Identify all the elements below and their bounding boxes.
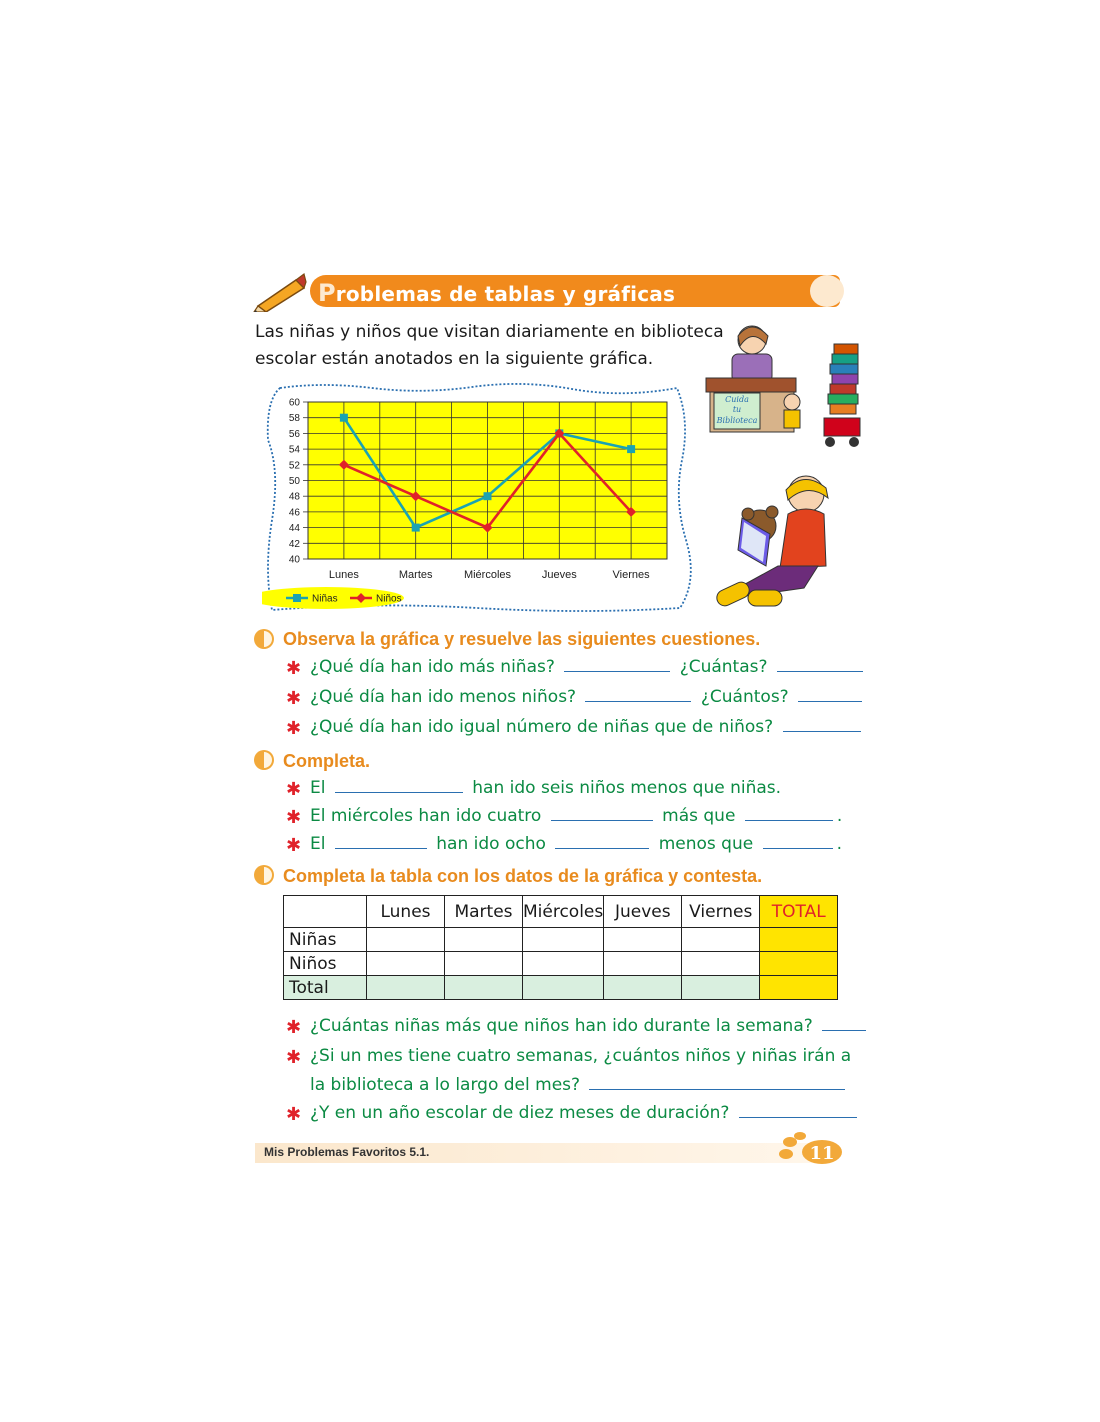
table-cell[interactable] [604,928,682,952]
answer-blank[interactable] [585,700,691,702]
question-text: ¿Qué día han ido igual número de niñas que de niños? [310,717,774,737]
star-icon: ✱ [286,718,302,739]
answer-blank[interactable] [822,1029,866,1031]
table-cell[interactable] [367,976,445,1000]
table-cell[interactable] [445,928,523,952]
table-cell[interactable] [604,976,682,1000]
x-tick-label: Martes [398,569,433,581]
question-text: El [310,778,326,798]
table-cell[interactable] [682,976,760,1000]
data-point [484,492,492,500]
x-tick-label: Lunes [328,569,359,581]
answer-blank[interactable] [551,819,653,821]
question-1-3 [310,717,865,737]
table-row [284,928,838,952]
row-label: Niñas [284,928,367,952]
star-icon: ✱ [286,658,302,679]
row-label: Total [284,976,367,1000]
answer-blank[interactable] [777,670,863,672]
y-tick-label: 44 [288,523,300,535]
answer-blank[interactable] [798,700,862,702]
answer-blank[interactable] [745,819,833,821]
star-icon: ✱ [286,1104,302,1125]
answer-blank[interactable] [589,1088,845,1090]
data-point [412,524,420,532]
intro-line-1: Las niñas y niños que visitan diariamente en biblioteca [255,322,724,342]
section-1-heading: Observa la gráfica y resuelve las siguientes cuestiones. [283,629,761,649]
girl-reading-illustration [708,470,848,620]
table-header-total: TOTAL [760,896,838,928]
completa-line-1 [310,778,781,798]
table-cell[interactable] [445,952,523,976]
footer-text: Mis Problemas Favoritos 5.1. [264,1145,430,1159]
y-tick-label: 50 [288,476,300,487]
question-text: han ido ocho [436,834,546,854]
question-text: ¿Qué día han ido más niñas? [310,657,555,677]
sign-text-3: Biblioteca [716,416,758,425]
data-table [283,895,838,1000]
line-chart [262,380,692,615]
table-header-row [284,896,838,928]
table-header-cell: Martes [445,896,523,928]
answer-blank[interactable] [783,730,861,732]
star-icon: ✱ [286,779,302,800]
table-header-cell: Lunes [367,896,445,928]
table-cell[interactable] [367,928,445,952]
y-tick-label: 54 [288,444,300,456]
sign-text-1: Cuida [725,395,749,404]
table-header-cell: Jueves [604,896,682,928]
question-text: menos que [658,834,754,854]
data-point [340,414,348,422]
page-title: Problemas de tablas y gráficas [318,279,676,307]
question-3-1 [310,1016,870,1036]
question-3-3 [310,1103,861,1123]
sign-text-2: tu [732,405,742,414]
table-cell[interactable] [523,952,604,976]
table-cell[interactable] [682,952,760,976]
question-1-2 [310,687,866,707]
section-3-bullet-icon [254,865,274,885]
section-1-bullet-icon [254,629,274,649]
paw-print-icon [776,1132,846,1166]
table-row [284,952,838,976]
y-tick-label: 52 [288,460,300,472]
question-1-1 [310,657,867,677]
question-text: El miércoles han ido cuatro [310,806,542,826]
table-header-cell [284,896,367,928]
question-text: más que [662,806,736,826]
question-text: ¿Qué día han ido menos niños? [310,687,577,707]
table-header-cell: Viernes [682,896,760,928]
question-text: ¿Cuántos? [700,687,789,707]
star-icon: ✱ [286,807,302,828]
y-tick-label: 58 [288,413,300,425]
answer-blank[interactable] [564,670,670,672]
star-icon: ✱ [286,688,302,709]
answer-blank[interactable] [763,847,833,849]
x-tick-label: Miércoles [463,569,512,581]
row-label: Niños [284,952,367,976]
table-cell[interactable] [523,976,604,1000]
y-tick-label: 46 [288,507,300,519]
legend-label: Niñas [312,593,338,605]
question-3-2: ¿Si un mes tiene cuatro semanas, ¿cuántos niños y niñas irán a [310,1046,852,1066]
answer-blank[interactable] [555,847,649,849]
librarian-illustration [702,318,867,453]
intro-line-2: escolar están anotados en la siguiente gráfica. [255,349,654,369]
x-tick-label: Viernes [612,569,650,581]
star-icon: ✱ [286,1047,302,1068]
question-text: ¿Cuántas? [679,657,768,677]
x-tick-label: Jueves [541,569,577,581]
legend-label: Niños [376,593,402,605]
table-cell-total[interactable] [760,976,838,1000]
question-text: El [310,834,326,854]
pencil-icon [252,272,308,312]
y-tick-label: 40 [288,554,300,566]
table-cell[interactable] [367,952,445,976]
y-tick-label: 42 [288,538,300,550]
table-header-cell: Miércoles [523,896,604,928]
table-cell[interactable] [604,952,682,976]
star-icon: ✱ [286,835,302,856]
section-3-heading: Completa la tabla con los datos de la gráfica y contesta. [283,866,763,886]
table-cell[interactable] [523,928,604,952]
table-cell-total[interactable] [760,952,838,976]
y-tick-label: 48 [288,491,300,503]
answer-blank[interactable] [335,847,427,849]
star-icon: ✱ [286,1017,302,1038]
section-2-heading: Completa. [283,751,371,771]
question-text: ¿Cuántas niñas más que niños han ido durante la semana? [310,1016,813,1036]
completa-line-2: El miércoles han ido cuatro más que . [310,806,843,826]
table-cell[interactable] [682,928,760,952]
section-2-bullet-icon [254,750,274,770]
page-number: 11 [809,1143,835,1164]
question-text: han ido seis niños menos que niñas. [472,778,782,798]
question-text: ¿Y en un año escolar de diez meses de duración? [310,1103,730,1123]
question-3-2-cont [310,1075,849,1095]
answer-blank[interactable] [335,791,463,793]
data-point [627,445,635,453]
legend-marker [293,594,301,602]
table-cell[interactable] [445,976,523,1000]
y-tick-label: 56 [288,428,300,440]
question-text: la biblioteca a lo largo del mes? [310,1075,581,1095]
answer-blank[interactable] [739,1116,857,1118]
completa-line-3: El han ido ocho menos que . [310,834,843,854]
y-tick-label: 60 [288,397,300,409]
table-cell-total[interactable] [760,928,838,952]
table-row [284,976,838,1000]
